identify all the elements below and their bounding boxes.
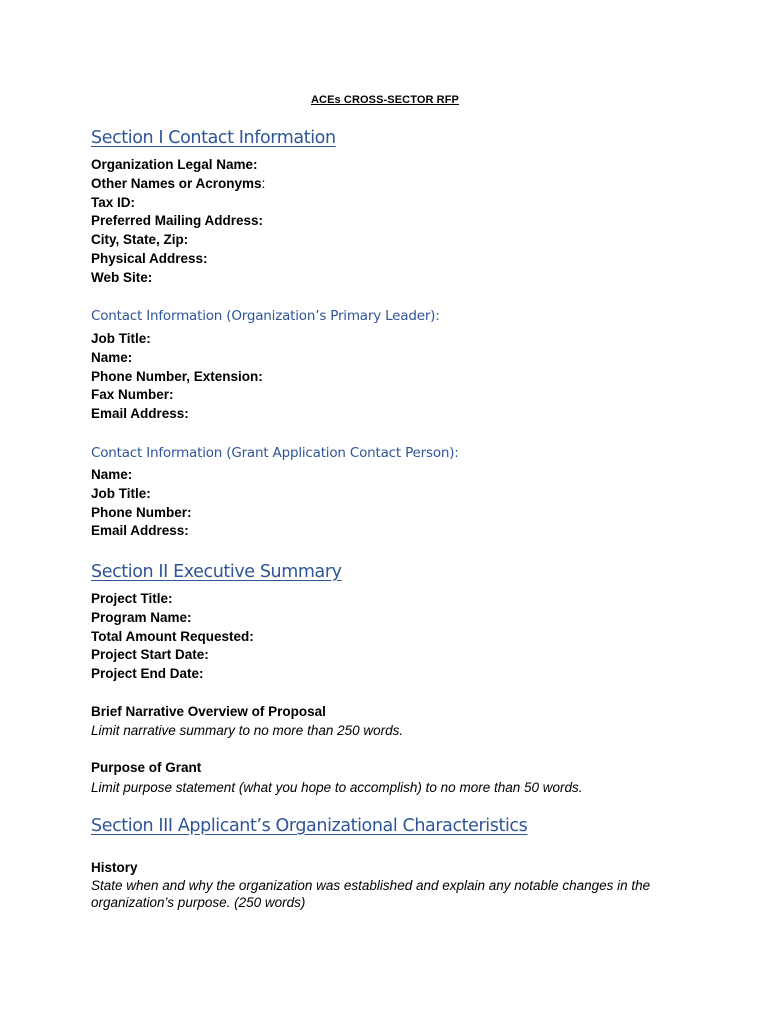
primary-leader-heading: Contact Information (Organization’s Primary Leader): xyxy=(91,308,440,324)
field-label-suffix: : xyxy=(261,175,266,191)
field-web-site xyxy=(91,269,265,288)
field-contact-phone: Phone Number: xyxy=(91,504,192,520)
grant-contact-fields xyxy=(91,466,192,541)
field-leader-fax: Fax Number: xyxy=(91,387,174,403)
field-label: Web Site: xyxy=(91,269,153,285)
history-note: State when and why the organization was established and explain any notable changes in the organization’s purpose. (250 words) xyxy=(91,878,651,910)
field-label: Other Names or Acronyms xyxy=(91,175,262,191)
field-contact-job-title: Job Title: xyxy=(91,485,151,501)
field-leader-name: Name: xyxy=(91,349,133,365)
history-label: History xyxy=(91,860,138,875)
field-label: Tax ID: xyxy=(91,194,136,210)
field-tax-id xyxy=(91,194,265,213)
field-preferred-mailing-address xyxy=(91,212,265,231)
field-label: Organization Legal Name: xyxy=(91,157,258,172)
grant-contact-heading: Contact Information (Grant Application Contact Person): xyxy=(91,445,459,461)
field-leader-email: Email Address: xyxy=(91,406,189,422)
field-label: City, State, Zip: xyxy=(91,232,189,248)
document-title: ACEs CROSS-SECTOR RFP xyxy=(311,94,459,106)
field-project-title: Project Title: xyxy=(91,591,173,606)
field-leader-job-title: Job Title: xyxy=(91,331,151,346)
field-contact-email: Email Address: xyxy=(91,523,189,539)
narrative-label: Brief Narrative Overview of Proposal xyxy=(91,704,326,719)
field-city-state-zip xyxy=(91,231,265,250)
field-label: Preferred Mailing Address: xyxy=(91,213,264,229)
section-3-heading: Section III Applicant’s Organizational Characteristics xyxy=(91,816,528,836)
section-2-heading: Section II Executive Summary xyxy=(91,562,342,582)
field-physical-address xyxy=(91,250,265,269)
field-organization-legal-name xyxy=(91,156,265,175)
field-program-name: Program Name: xyxy=(91,609,192,625)
field-other-names xyxy=(91,175,265,194)
field-project-end-date: Project End Date: xyxy=(91,666,204,682)
primary-leader-fields xyxy=(91,330,263,424)
organization-fields xyxy=(91,156,265,288)
field-label: Physical Address: xyxy=(91,250,208,266)
executive-summary-fields xyxy=(91,590,254,684)
narrative-note: Limit narrative summary to no more than 250 words. xyxy=(91,723,404,738)
section-1-heading: Section I Contact Information xyxy=(91,128,336,148)
field-project-start-date: Project Start Date: xyxy=(91,647,209,663)
field-total-amount: Total Amount Requested: xyxy=(91,628,254,644)
field-contact-name: Name: xyxy=(91,467,133,482)
purpose-label: Purpose of Grant xyxy=(91,760,202,775)
purpose-note: Limit purpose statement (what you hope to accomplish) to no more than 50 words. xyxy=(91,780,583,795)
field-leader-phone: Phone Number, Extension: xyxy=(91,368,263,384)
